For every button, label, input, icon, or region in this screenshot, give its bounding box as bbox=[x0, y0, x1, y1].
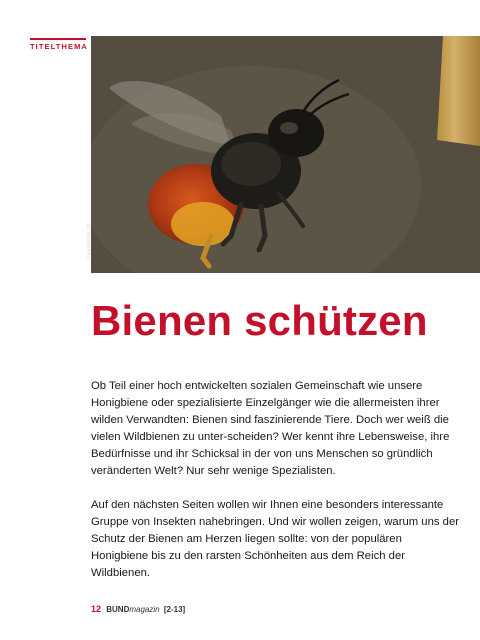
bee-head bbox=[268, 109, 324, 157]
magazine-name: magazin bbox=[129, 605, 160, 614]
article-body bbox=[91, 378, 459, 599]
paragraph-outlook: Auf den nächsten Seiten wollen wir Ihnen eine besonders interessante Gruppe von Insekten nahebringen. Und wir wollen zeigen, warum uns der Schutz der Bienen am Herzen liegen sollte: von der populären Honigbiene bis zu den rarsten Schönheiten aus dem Reich der Wildbienen. bbox=[91, 499, 459, 579]
flying-bee-illustration bbox=[91, 36, 480, 273]
section-rubric: TITELTHEMA bbox=[30, 42, 88, 51]
issue-number: [2-13] bbox=[163, 605, 186, 614]
section-rule bbox=[30, 38, 86, 40]
page-footer bbox=[91, 604, 185, 614]
wooden-beam bbox=[437, 36, 480, 146]
photo-credit: Paul Westrich (2) bbox=[86, 223, 91, 258]
bee-photo bbox=[91, 36, 480, 273]
page-number: 12 bbox=[91, 604, 102, 614]
magazine-brand: BUND bbox=[106, 605, 130, 614]
paragraph-intro: Ob Teil einer hoch entwickelten sozialen Gemeinschaft wie unsere Honigbiene oder spezialisierte Einzelgänger wie die allermeisten ihrer wilden Verwandten: Bienen sind faszinierende Tiere. Doch wer weiß die vielen Wildbienen zu unter-scheiden? Wer kennt ihre Lebensweise, ihre Bedürfnisse und ihr Schicksal in der von uns Menschen so gründlich veränderten Welt? Nur sehr wenige Spezialisten. bbox=[91, 380, 450, 477]
article-title: Bienen schützen bbox=[91, 297, 428, 344]
